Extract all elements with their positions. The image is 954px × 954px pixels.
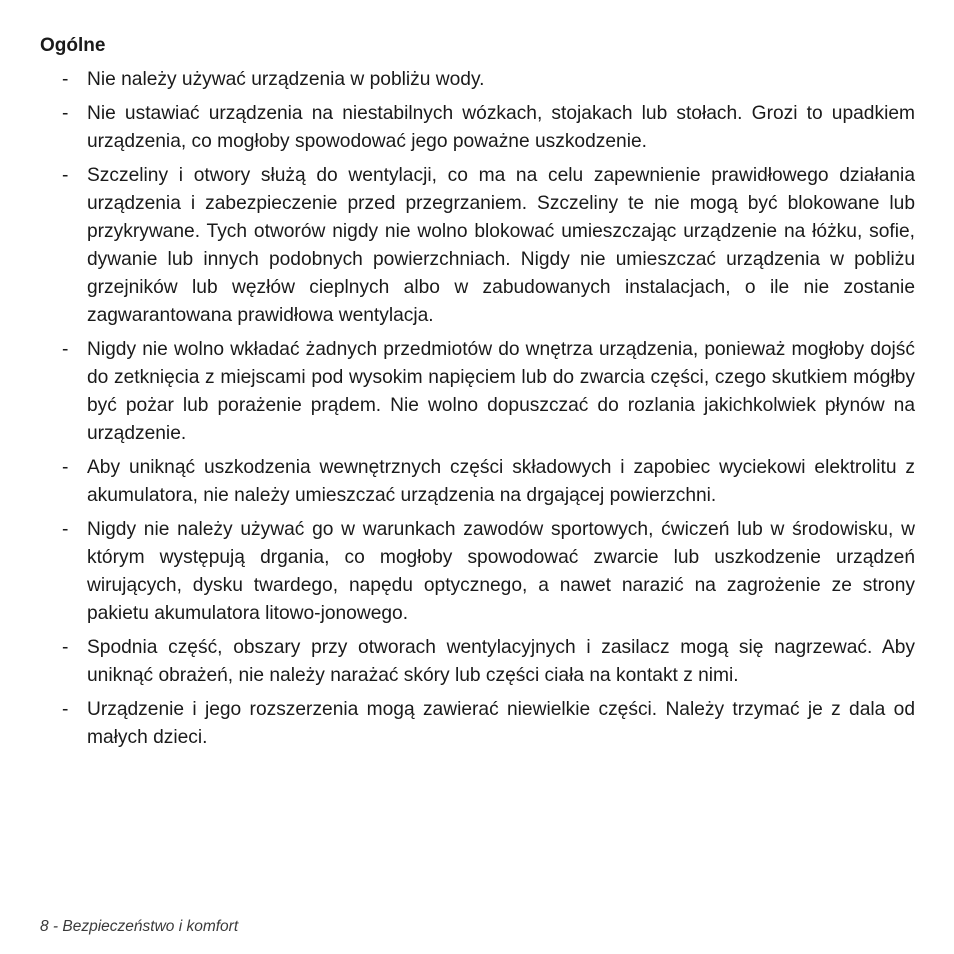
bullet-dash: - [62,457,69,478]
bullet-dash: - [62,699,69,720]
bullet-dash: - [62,339,69,360]
page-footer: 8 - Bezpieczeństwo i komfort [40,918,239,935]
section-heading: Ogólne [40,35,106,56]
bullet-dash: - [62,519,69,540]
list-item-text: Nie ustawiać urządzenia na niestabilnych wózkach, stojakach lub stołach. Grozi to upadkiem urządzenia, co mogłoby spowodować jego poważne uszkodzenie. [87,103,915,152]
list-item-text: Nigdy nie wolno wkładać żadnych przedmiotów do wnętrza urządzenia, ponieważ mogłoby dojść do zetknięcia z miejscami pod wysokim napięciem lub do zwarcia części, czego skutkiem mógłby być pożar lub porażenie prądem. Nie wolno dopuszczać do rozlania jakichkolwiek płynów na urządzenie. [87,339,915,444]
list-item [62,454,915,510]
list-item [62,634,915,690]
list-item-text: Urządzenie i jego rozszerzenia mogą zawierać niewielkie części. Należy trzymać je z dala od małych dzieci. [87,699,915,748]
bullet-dash: - [62,637,69,658]
list-item [62,162,915,330]
list-item-text: Nigdy nie należy używać go w warunkach zawodów sportowych, ćwiczeń lub w środowisku, w którym występują drgania, co mogłoby spowodować zwarcie lub uszkodzenie urządzeń wirujących, dysku twardego, napędu optycznego, a nawet narazić na zagrożenie ze strony pakietu akumulatora litowo-jonowego. [87,519,915,624]
list-item [62,336,915,448]
list-item [62,696,915,752]
list-item-text: Spodnia część, obszary przy otworach wentylacyjnych i zasilacz mogą się nagrzewać. Aby uniknąć obrażeń, nie należy narażać skóry lub części ciała na kontakt z nimi. [87,637,915,686]
list-item-text: Nie należy używać urządzenia w pobliżu wody. [87,69,485,90]
bullet-dash: - [62,165,69,186]
safety-bullet-list [62,66,915,758]
bullet-dash: - [62,69,69,90]
bullet-dash: - [62,103,69,124]
list-item [62,516,915,628]
list-item-text: Szczeliny i otwory służą do wentylacji, co ma na celu zapewnienie prawidłowego działania urządzenia i zabezpieczenie przed przegrzaniem. Szczeliny te nie mogą być blokowane lub przykrywane. Tych otworów nigdy nie wolno blokować umieszczając urządzenie na łóżku, sofie, dywanie lub innych podobnych powierzchniach. Nigdy nie umieszczać urządzenia w pobliżu grzejników lub węzłów cieplnych albo w zabudowanych instalacjach, o ile nie zostanie zagwarantowana prawidłowa wentylacja. [87,165,915,326]
list-item [62,66,915,94]
list-item-text: Aby uniknąć uszkodzenia wewnętrznych części składowych i zapobiec wyciekowi elektrolitu z akumulatora, nie należy umieszczać urządzenia na drgającej powierzchni. [87,457,915,506]
list-item [62,100,915,156]
